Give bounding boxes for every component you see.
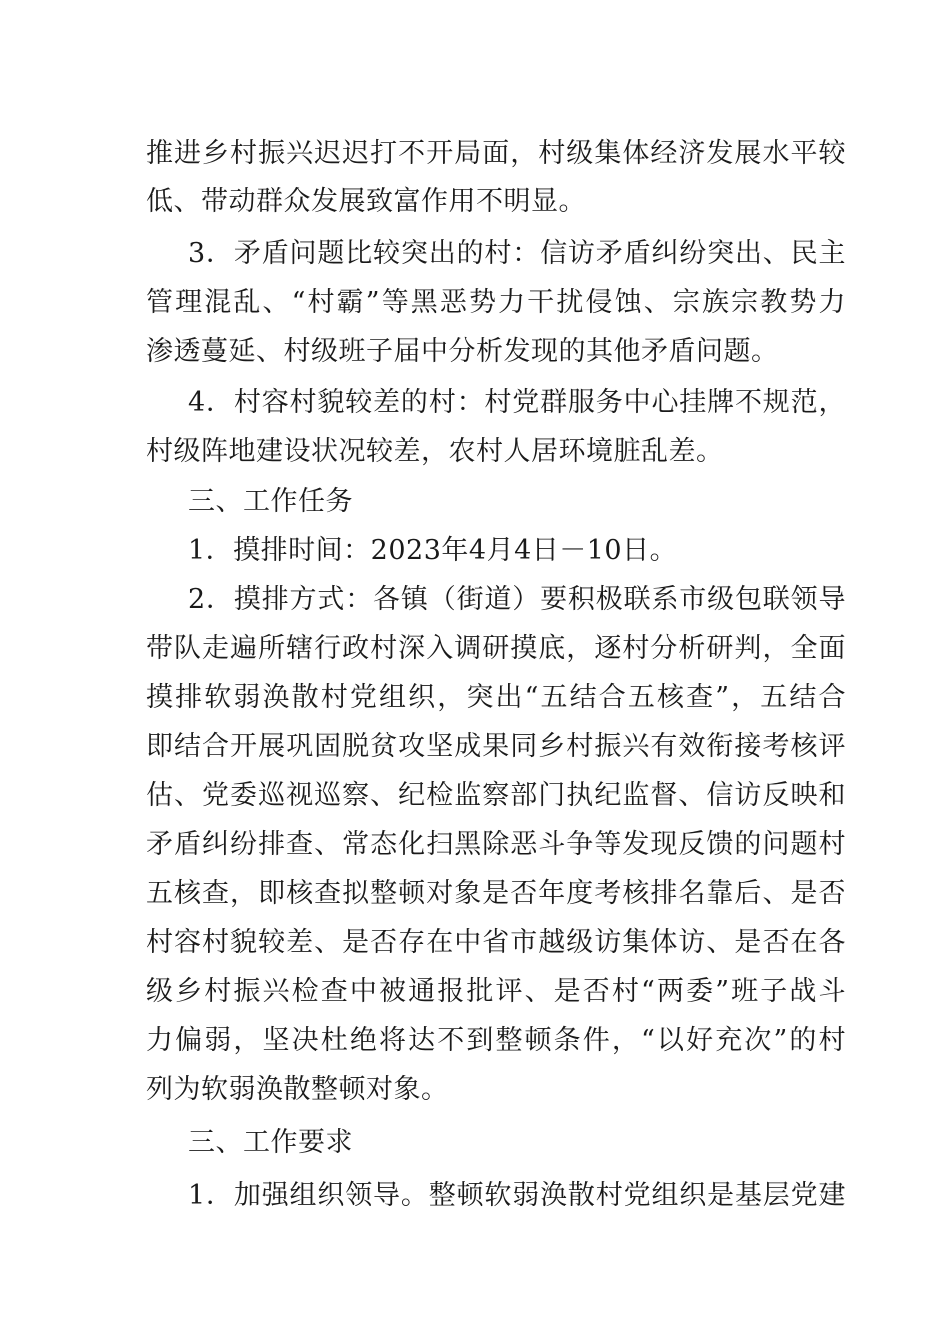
text-line: 带队走遍所辖行政村深入调研摸底，逐村分析研判，全面 [146, 633, 846, 664]
section-heading-requirements: 三、工作要求 [188, 1127, 353, 1158]
text-line: 摸排软弱涣散村党组织，突出“五结合五核查”，五结合 [146, 682, 846, 713]
paragraph-item-3: 3．矛盾问题比较突出的村：信访矛盾纠纷突出、民主 [188, 238, 846, 269]
text-line: 级乡村振兴检查中被通报批评、是否村“两委”班子战斗 [146, 976, 846, 1007]
section-heading-tasks: 三、工作任务 [188, 486, 353, 517]
paragraph-item-1-leadership: 1．加强组织领导。整顿软弱涣散村党组织是基层党建 [188, 1180, 846, 1211]
text-line: 五核查，即核查拟整顿对象是否年度考核排名靠后、是否 [146, 878, 846, 909]
text-line: 矛盾纠纷排查、常态化扫黑除恶斗争等发现反馈的问题村 [146, 829, 846, 860]
text-line: 列为软弱涣散整顿对象。 [146, 1074, 449, 1105]
paragraph-item-2-method: 2．摸排方式：各镇（街道）要积极联系市级包联领导 [188, 584, 846, 615]
text-line: 力偏弱，坚决杜绝将达不到整顿条件，“以好充次”的村 [146, 1025, 846, 1056]
text-line: 村容村貌较差、是否存在中省市越级访集体访、是否在各 [146, 927, 846, 958]
text-line: 估、党委巡视巡察、纪检监察部门执纪监督、信访反映和 [146, 780, 846, 811]
paragraph-item-1-time: 1．摸排时间：2023年4月4日－10日。 [188, 535, 678, 566]
text-line: 管理混乱、“村霸”等黑恶势力干扰侵蚀、宗族宗教势力 [146, 287, 846, 318]
text-line: 即结合开展巩固脱贫攻坚成果同乡村振兴有效衔接考核评 [146, 731, 846, 762]
paragraph-item-4: 4．村容村貌较差的村：村党群服务中心挂牌不规范， [188, 387, 846, 418]
text-line: 渗透蔓延、村级班子届中分析发现的其他矛盾问题。 [146, 336, 779, 367]
text-line: 推进乡村振兴迟迟打不开局面，村级集体经济发展水平较 [146, 138, 846, 169]
text-line: 低、带动群众发展致富作用不明显。 [146, 186, 586, 217]
text-line: 村级阵地建设状况较差，农村人居环境脏乱差。 [146, 436, 724, 467]
